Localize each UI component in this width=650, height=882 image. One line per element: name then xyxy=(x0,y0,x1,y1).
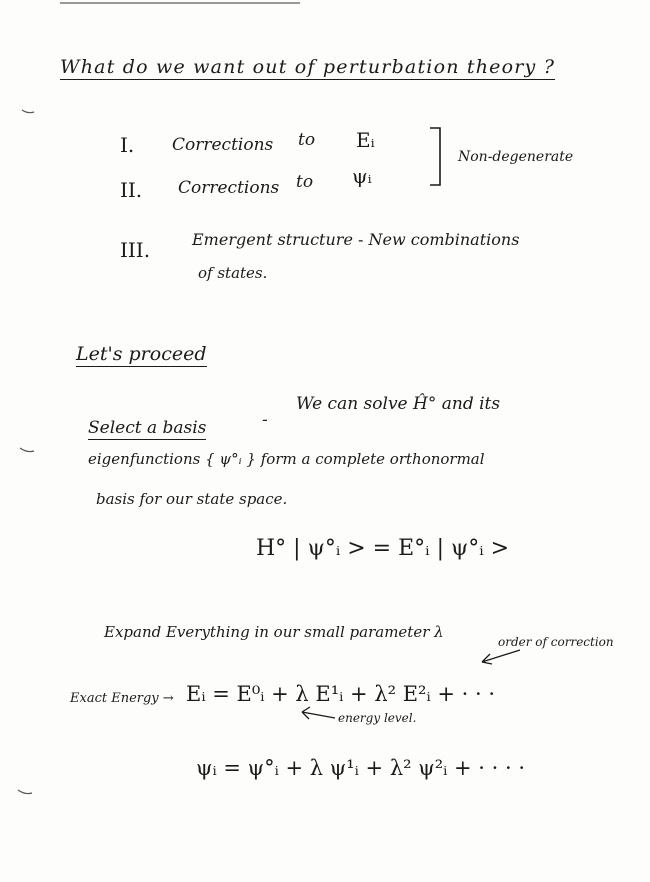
punch-mark-bottom xyxy=(18,790,32,794)
basis-equation: H° | ψ°ᵢ > = E°ᵢ | ψ°ᵢ > xyxy=(256,536,510,561)
punch-mark-middle xyxy=(20,448,34,452)
bracket xyxy=(430,128,440,185)
goal-1-text: Corrections xyxy=(172,135,274,155)
punch-mark-top xyxy=(22,110,34,113)
basis-line-2: eigenfunctions { ψ°ᵢ } form a complete orthonormal xyxy=(88,450,485,468)
lets-proceed-heading: Let's proceed xyxy=(76,343,207,365)
goal-2-to: to xyxy=(296,172,314,192)
expansion-intro: Expand Everything in our small parameter λ xyxy=(104,623,444,641)
energy-equation: Eᵢ = E⁰ᵢ + λ E¹ᵢ + λ² E²ᵢ + · · · xyxy=(186,682,496,706)
page-title: What do we want out of perturbation theory ? xyxy=(60,56,556,78)
goal-1-to: to xyxy=(298,130,316,150)
goal-3-text: Emergent structure - New combinations xyxy=(192,230,520,249)
basis-heading: Select a basis xyxy=(88,418,207,438)
goal-3-numeral: III. xyxy=(120,238,151,262)
goal-2-numeral: II. xyxy=(120,178,143,202)
basis-dash: - xyxy=(262,410,268,430)
goal-2-target: ψᵢ xyxy=(352,164,372,188)
order-note-arrow xyxy=(482,650,520,664)
bracket-label: Non-degenerate xyxy=(458,149,574,165)
goal-2-text: Corrections xyxy=(178,178,280,198)
goal-1-numeral: I. xyxy=(120,133,135,157)
exact-energy-label: Exact Energy → xyxy=(70,691,174,706)
goal-3-continuation: of states. xyxy=(198,264,268,282)
energy-note: energy level. xyxy=(338,711,417,725)
basis-line-3: basis for our state space. xyxy=(96,490,288,508)
goal-1-target: Eᵢ xyxy=(356,128,375,152)
order-note: order of correction xyxy=(498,635,614,649)
basis-line-1: We can solve Ĥ° and its xyxy=(296,394,501,414)
psi-equation: ψᵢ = ψ°ᵢ + λ ψ¹ᵢ + λ² ψ²ᵢ + · · · · xyxy=(196,756,526,780)
energy-note-arrow xyxy=(302,707,335,719)
